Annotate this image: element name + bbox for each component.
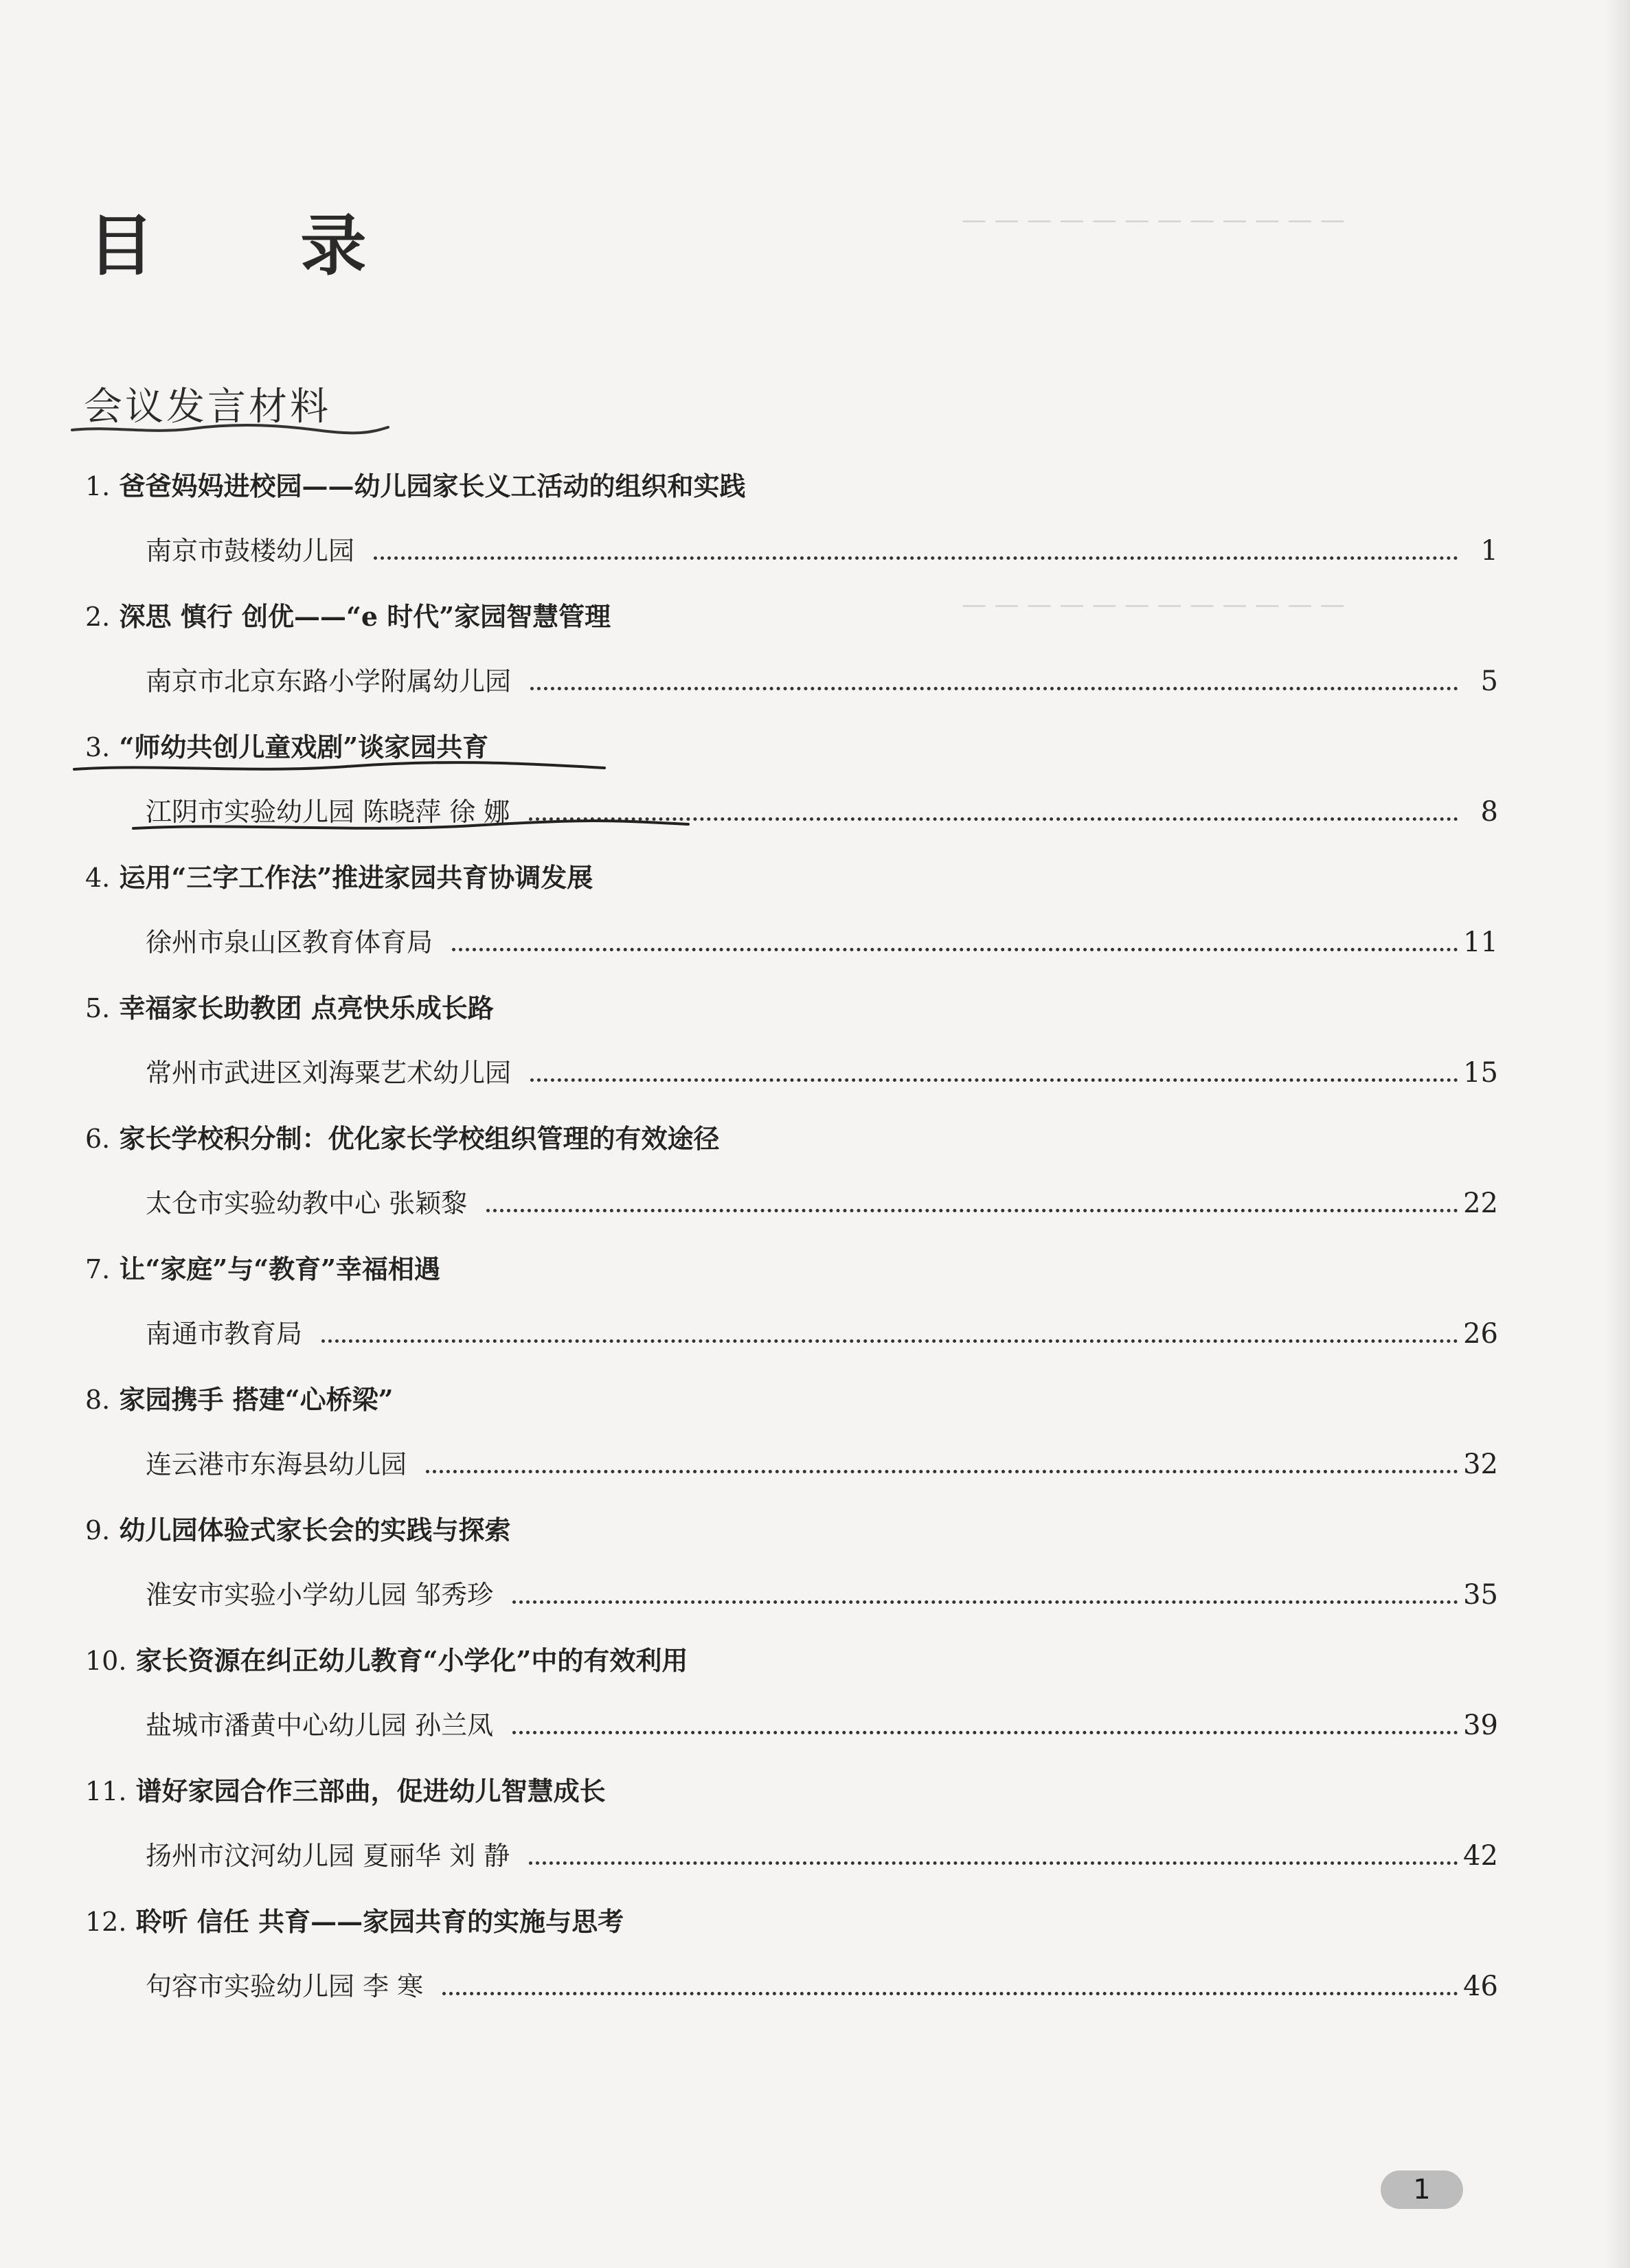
entry-organization: 句容市实验幼儿园 李 寒 [146,1971,424,2001]
dot-leader [529,817,1458,821]
entry-title: 5. 幸福家长助教团 点亮快乐成长路 [85,993,494,1023]
entry-title: 9. 幼儿园体验式家长会的实践与探索 [85,1515,511,1545]
toc-entry[interactable] [0,471,1630,602]
dot-leader [486,1209,1458,1212]
toc-entry[interactable] [0,1515,1630,1646]
entry-title: 12. 聆听 信任 共育——家园共育的实施与思考 [85,1906,624,1937]
section-heading: 会议发言材料 [84,385,331,429]
entry-title: 1. 爸爸妈妈进校园——幼儿园家长义工活动的组织和实践 [85,470,746,501]
entry-author-line [146,1971,1498,2002]
toc-entry[interactable] [0,1124,1630,1254]
entry-title: 4. 运用“三字工作法”推进家园共育协调发展 [85,862,593,893]
dot-leader [529,1861,1458,1865]
entry-author-line [146,1188,1498,1219]
entry-page-number: 32 [1463,1449,1498,1480]
entry-author-line [146,1449,1498,1480]
entry-organization: 南通市教育局 [146,1319,303,1349]
entry-page-number: 11 [1463,927,1498,958]
entry-page-number: 1 [1480,535,1498,567]
entry-organization: 扬州市汶河幼儿园 夏丽华 刘 静 [146,1841,510,1871]
entry-organization: 淮安市实验小学幼儿园 邹秀珍 [146,1580,494,1610]
entry-organization: 南京市鼓楼幼儿园 [146,536,355,566]
dot-leader [374,556,1458,560]
entry-author-line [146,1057,1498,1089]
entry-page-number: 42 [1463,1840,1498,1872]
entry-page-number: 8 [1480,796,1498,828]
entry-organization: 徐州市泉山区教育体育局 [146,927,433,957]
entry-page-number: 22 [1463,1188,1498,1219]
entry-page-number: 46 [1463,1971,1498,2002]
toc-entry[interactable] [0,1646,1630,1776]
entry-page-number: 39 [1463,1710,1498,1741]
bleed-through-text: — — — — — — — — — — — — [962,206,1345,234]
entry-organization: 常州市武进区刘海粟艺术幼儿园 [146,1058,512,1088]
toc-title: 目 录 [88,207,429,284]
dot-leader [321,1339,1458,1343]
toc-entry[interactable] [0,1776,1630,1907]
entry-author-line [146,1579,1498,1611]
entry-page-number: 35 [1463,1579,1498,1611]
toc-entry[interactable] [0,863,1630,993]
entry-author-line [146,927,1498,958]
dot-leader [452,948,1458,951]
toc-entry[interactable] [0,1385,1630,1515]
dot-leader [512,1731,1458,1734]
entry-organization: 连云港市东海县幼儿园 [146,1449,407,1479]
page-number-badge: 1 [1381,2170,1463,2209]
entry-author-line [146,535,1498,567]
entry-author-line [146,1318,1498,1350]
dot-leader [426,1470,1458,1473]
toc-entry[interactable] [0,993,1630,1124]
entry-title: 3. “师幼共创儿童戏剧”谈家园共育 [85,732,489,762]
entry-organization: 盐城市潘黄中心幼儿园 孙兰凤 [146,1710,494,1740]
entry-title: 10. 家长资源在纠正幼儿教育“小学化”中的有效利用 [85,1645,688,1676]
entry-page-number: 5 [1480,666,1498,697]
toc-entry[interactable] [0,602,1630,732]
entry-author-line [146,666,1498,697]
toc-entry[interactable] [0,1254,1630,1385]
toc-entry[interactable] [0,732,1630,863]
dot-leader [530,687,1458,690]
dot-leader [442,1992,1458,1995]
bleed-through-text: — — — — — — — — — — — — [962,591,1345,619]
entry-organization: 太仓市实验幼教中心 张颖黎 [146,1188,468,1218]
entry-title: 6. 家长学校积分制：优化家长学校组织管理的有效途径 [85,1123,720,1154]
toc-entry[interactable] [0,1907,1630,2037]
entry-author-line [146,1710,1498,1741]
entry-organization: 南京市北京东路小学附属幼儿园 [146,666,512,696]
entry-organization: 江阴市实验幼儿园 陈晓萍 徐 娜 [146,797,510,827]
entry-page-number: 15 [1463,1057,1498,1089]
entry-page-number: 26 [1463,1318,1498,1350]
entry-author-line [146,1840,1498,1872]
dot-leader [512,1600,1458,1604]
entry-author-line [146,796,1498,828]
entry-title: 8. 家园携手 搭建“心桥梁” [85,1384,394,1415]
entry-title: 7. 让“家庭”与“教育”幸福相遇 [85,1254,440,1284]
entry-title: 2. 深思 慎行 创优——“e 时代”家园智慧管理 [85,601,611,632]
entry-title: 11. 谱好家园合作三部曲，促进幼儿智慧成长 [85,1776,606,1806]
dot-leader [530,1078,1458,1082]
